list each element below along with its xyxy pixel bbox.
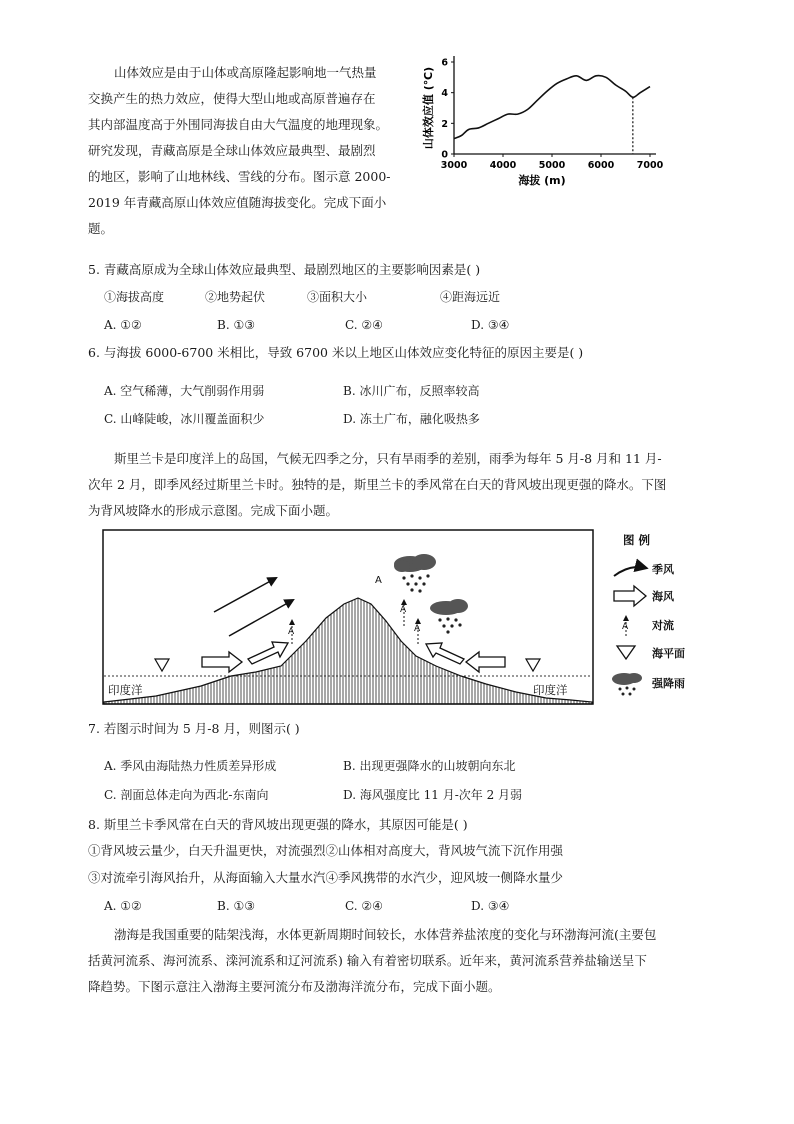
intro-paragraph-bohai — [88, 922, 656, 1000]
x-axis-label: 海拔 (m) — [518, 174, 566, 187]
legend — [612, 533, 685, 696]
q5-choice-c[interactable]: C. ②④ — [345, 318, 383, 332]
q8-choice-b[interactable]: B. ①③ — [217, 899, 255, 913]
x-tick-labels — [441, 154, 664, 171]
intro-paragraph-mountain-effect — [88, 60, 418, 242]
q8-choice-c[interactable]: C. ②④ — [345, 899, 383, 913]
intro3-line: 渤海是我国重要的陆架浅海，水体更新周期时间较长，水体营养盐浓度的变化与环渤海河流(主要包 — [114, 927, 657, 942]
legend-item-heavy-rain: 强降雨 — [652, 677, 685, 690]
q6-choice-c[interactable]: C. 山峰陡峻，冰川覆盖面积少 — [104, 412, 265, 426]
intro-paragraph-sri-lanka — [88, 446, 666, 524]
y-tick-label: 6 — [441, 57, 448, 69]
q7-choice-a[interactable]: A. 季风由海陆热力性质差异形成 — [104, 759, 277, 773]
convection-arrow — [400, 599, 407, 626]
intro1-line: 其内部温度高于外围同海拔自由大气温度的地理现象。 — [88, 117, 389, 132]
x-tick-label: 5000 — [538, 160, 566, 171]
convection-arrow — [288, 619, 295, 644]
monsoon-arrow — [214, 578, 276, 612]
legend-item-monsoon: 季风 — [652, 563, 674, 576]
intro1-line: 交换产生的热力效应，使得大型山地或高原普遍存在 — [88, 91, 376, 106]
x-tick-label: 6000 — [587, 160, 615, 171]
legend-item-convection: 对流 — [652, 619, 674, 632]
ocean-label-left: 印度洋 — [108, 683, 143, 697]
monsoon-icon — [614, 567, 646, 576]
x-tick-label: 4000 — [489, 160, 517, 171]
intro1-line: 题。 — [88, 221, 114, 236]
series-line — [454, 76, 650, 139]
q5-items — [0, 284, 794, 310]
sea-breeze-icon — [614, 586, 646, 606]
sea-level-marker — [155, 659, 169, 671]
intro2-line: 斯里兰卡是印度洋上的岛国，气候无四季之分，只有旱雨季的差别，雨季为每年 5 月-8 月和 11 月- — [114, 451, 662, 466]
convection-icon — [622, 615, 629, 636]
sea-breeze-arrow — [248, 642, 288, 664]
q7-choices-row1 — [0, 753, 794, 779]
q6-choice-a[interactable]: A. 空气稀薄，大气削弱作用弱 — [104, 384, 265, 398]
q6-stem: 6. 与海拔 6000-6700 米相比，导致 6700 米以上地区山体效应变化特征的原因主要是( ) — [88, 345, 584, 360]
y-tick-labels — [441, 58, 454, 161]
q7-stem: 7. 若图示时间为 5 月-8 月，则图示( ) — [88, 721, 300, 736]
svg-text:A: A — [414, 624, 421, 634]
x-tick-label: 3000 — [440, 160, 468, 171]
q5-choice-a[interactable]: A. ①② — [104, 318, 142, 332]
q8-choice-d[interactable]: D. ③④ — [471, 899, 510, 913]
svg-text:A: A — [622, 622, 629, 632]
mountain-profile — [104, 598, 592, 704]
q8-items-line2: ③对流牵引海风抬升，从海面输入大量水汽④季风携带的水汽少，迎风坡一侧降水量少 — [88, 870, 564, 885]
q5-item: ④距海远近 — [440, 290, 501, 304]
q5-item: ③面积大小 — [307, 290, 368, 304]
monsoon-arrow — [229, 600, 293, 636]
y-tick-label: 4 — [441, 88, 448, 100]
intro1-line: 研究发现，青藏高原是全球山体效应最典型、最剧烈 — [88, 143, 376, 158]
q7-choices-row2 — [0, 782, 794, 808]
intro2-line: 为背风坡降水的形成示意图。完成下面小题。 — [88, 503, 339, 518]
y-axis-label: 山体效应值 (℃) — [422, 66, 435, 150]
q5-choice-d[interactable]: D. ③④ — [471, 318, 510, 332]
ocean-label-right: 印度洋 — [533, 683, 568, 697]
intro2-line: 次年 2 月，即季风经过斯里兰卡时。独特的是，斯里兰卡的季风常在白天的背风坡出现更强的降水。下图 — [88, 477, 667, 492]
legend-item-sea-breeze: 海风 — [652, 590, 674, 603]
leeward-rain-diagram — [96, 526, 696, 710]
intro1-line: 山体效应是由于山体或高原隆起影响地一气热量 — [114, 65, 377, 80]
sea-breeze-arrow — [426, 643, 464, 664]
heavy-rain-cloud — [430, 599, 468, 634]
chart-axes — [454, 56, 656, 154]
mountain-effect-line-chart — [420, 50, 670, 190]
y-tick-label: 2 — [441, 118, 448, 130]
svg-text:A: A — [288, 627, 295, 637]
intro1-line: 的地区，影响了山地林线、雪线的分布。图示意 2000- — [88, 169, 391, 184]
q7-choice-c[interactable]: C. 剖面总体走向为西北-东南向 — [104, 788, 269, 802]
q5-stem: 5. 青藏高原成为全球山体效应最典型、最剧烈地区的主要影响因素是( ) — [88, 262, 481, 277]
q6-choice-d[interactable]: D. 冻土广布，融化吸热多 — [343, 412, 480, 426]
intro1-line: 2019 年青藏高原山体效应值随海拔变化。完成下面小 — [88, 195, 387, 210]
q8-choice-a[interactable]: A. ①② — [104, 899, 142, 913]
q5-choice-b[interactable]: B. ①③ — [217, 318, 255, 332]
q5-choices — [0, 312, 794, 338]
sea-level-icon — [617, 646, 635, 659]
q6-choices-row1 — [0, 378, 794, 404]
legend-title: 图 例 — [623, 533, 651, 547]
q6-choice-b[interactable]: B. 冰川广布，反照率较高 — [343, 384, 480, 398]
sea-level-marker — [526, 659, 540, 671]
convection-label-a: A — [375, 575, 382, 586]
sea-breeze-arrow — [202, 652, 242, 672]
x-tick-label: 7000 — [636, 160, 664, 171]
heavy-rain-cloud — [394, 554, 436, 593]
heavy-rain-icon — [612, 673, 642, 696]
intro3-line: 括黄河流系、海河流系、滦河流系和辽河流系) 输入有着密切联系。近年来，黄河流系营养盐输送呈下 — [88, 953, 647, 968]
convection-arrow — [414, 618, 421, 644]
y-tick-label: 0 — [441, 149, 448, 161]
q5-item: ②地势起伏 — [205, 290, 266, 304]
q8-items-line1: ①背风坡云量少，白天升温更快，对流强烈②山体相对高度大，背风坡气流下沉作用强 — [88, 843, 564, 858]
legend-item-sea-level: 海平面 — [652, 647, 685, 660]
q8-stem: 8. 斯里兰卡季风常在白天的背风坡出现更强的降水，其原因可能是( ) — [88, 817, 468, 832]
q5-item: ①海拔高度 — [104, 290, 165, 304]
q7-choice-d[interactable]: D. 海风强度比 11 月-次年 2 月弱 — [343, 788, 523, 802]
intro3-line: 降趋势。下图示意注入渤海主要河流分布及渤海洋流分布，完成下面小题。 — [88, 979, 501, 994]
q6-choices-row2 — [0, 406, 794, 432]
q8-choices — [0, 893, 794, 919]
svg-text:A: A — [400, 605, 407, 615]
q7-choice-b[interactable]: B. 出现更强降水的山坡朝向东北 — [343, 759, 516, 773]
sea-breeze-arrow — [466, 652, 505, 672]
